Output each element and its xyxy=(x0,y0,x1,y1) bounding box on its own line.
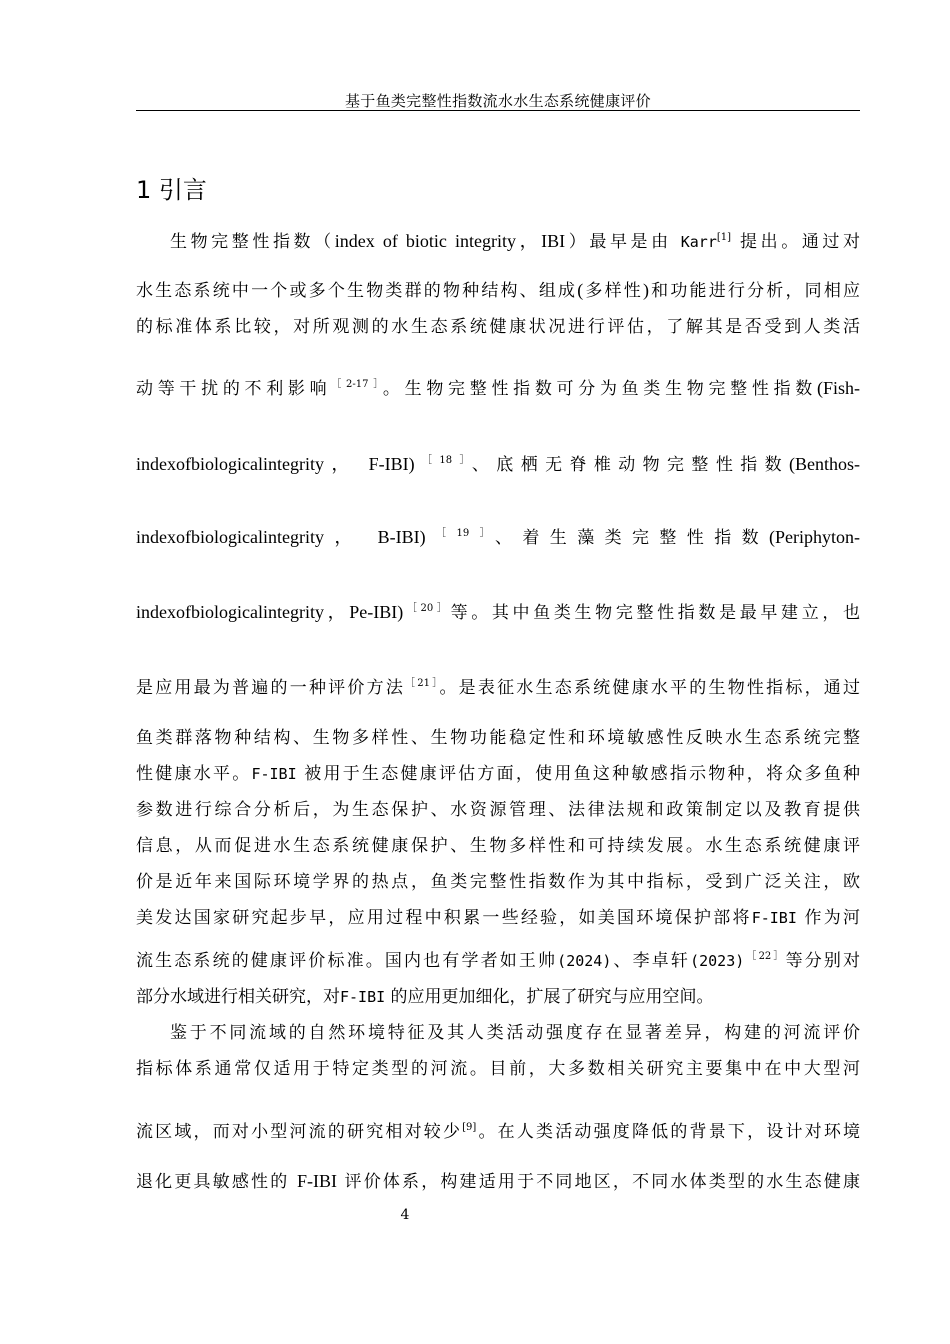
citation: [1] xyxy=(716,232,732,243)
paragraph-line-14: 美发达国家研究起步早，应用过程中积累一些经验，如美国环境保护部将F-IBI 作为河 xyxy=(136,908,861,928)
paragraph-line-6: indexofbiologicalintegrity， B-IBI)$^{[19]}$、着生藻类完整性指数(Periphyton- xyxy=(136,527,861,548)
paragraph-line-2: 水生态系统中一个或多个生物类群的物种结构、组成(多样性)和功能进行分析，同相应 xyxy=(136,280,861,301)
citation: ［20］ xyxy=(403,603,451,614)
paragraph-line-9: 鱼类群落物种结构、生物多样性、生物功能稳定性和环境敏感性反映水生态系统完整 xyxy=(136,728,860,748)
citation: [9] xyxy=(462,1122,477,1133)
section-title: 1 引言 xyxy=(136,176,207,205)
citation: ［18］ xyxy=(414,455,472,466)
citation: ［2-17］ xyxy=(331,379,383,390)
paragraph-line-12: 信息，从而促进水生态系统健康保护、生物多样性和可持续发展。水生态系统健康评 xyxy=(136,836,860,856)
paragraph-line-3: 的标准体系比较，对所观测的水生态系统健康状况进行评估，了解其是否受到人类活 xyxy=(136,317,860,337)
paragraph-line-7: indexofbiologicalintegrity，Pe-IBI)$^{[20]}$等。其中鱼类生物完整性指数是最早建立，也 xyxy=(136,602,861,623)
paragraph-line-1: 生物完整性指数（index of biotic integrity，IBI）最早是由 Karr[1] 提出。通过对 xyxy=(170,231,861,252)
paragraph-line-8: 是应用最为普遍的一种评价方法$^{[21]}$。是表征水生态系统健康水平的生物性指标，通过 xyxy=(136,678,861,698)
paragraph-line-17: 鉴于不同流域的自然环境特征及其人类活动强度存在显著差异，构建的河流评价 xyxy=(170,1023,860,1043)
paragraph-line-15: 流生态系统的健康评价标准。国内也有学者如王帅(2024)、李卓轩(2023)$^{[22]}$等分别对 xyxy=(136,951,861,971)
paragraph-line-11: 参数进行综合分析后，为生态保护、水资源管理、法律法规和政策制定以及教育提供 xyxy=(136,800,860,820)
paragraph-line-5: indexofbiologicalintegrity， F-IBI)$^{[18]}$、底栖无脊椎动物完整性指数(Benthos- xyxy=(136,454,860,475)
page-number: 4 xyxy=(400,1207,410,1223)
header-divider xyxy=(136,110,860,111)
paragraph-line-13: 价是近年来国际环境学界的热点，鱼类完整性指数作为其中指标，受到广泛关注，欧 xyxy=(136,872,860,892)
paragraph-line-19: 流区域，而对小型河流的研究相对较少[9]。在人类活动强度降低的背景下，设计对环境 xyxy=(136,1122,861,1142)
running-header-title: 基于鱼类完整性指数流水水生态系统健康评价 xyxy=(344,92,651,110)
paragraph-line-20: 退化更具敏感性的 F-IBI 评价体系，构建适用于不同地区，不同水体类型的水生态健康 xyxy=(136,1171,860,1192)
paragraph-line-4: 动等干扰的不利影响$^{[2-17]}$。生物完整性指数可分为鱼类生物完整性指数(Fish- xyxy=(136,378,861,399)
citation: ［22］ xyxy=(744,951,786,962)
citation: ［21］ xyxy=(405,678,440,689)
paragraph-line-18: 指标体系通常仅适用于特定类型的河流。目前，大多数相关研究主要集中在中大型河 xyxy=(136,1059,860,1079)
paragraph-line-10: 性健康水平。F-IBI 被用于生态健康评估方面，使用鱼这种敏感指示物种，将众多鱼种 xyxy=(136,764,861,784)
paragraph-line-16: 部分水域进行相关研究，对F-IBI 的应用更加细化，扩展了研究与应用空间。 xyxy=(136,987,714,1007)
citation: ［19］ xyxy=(425,528,495,539)
